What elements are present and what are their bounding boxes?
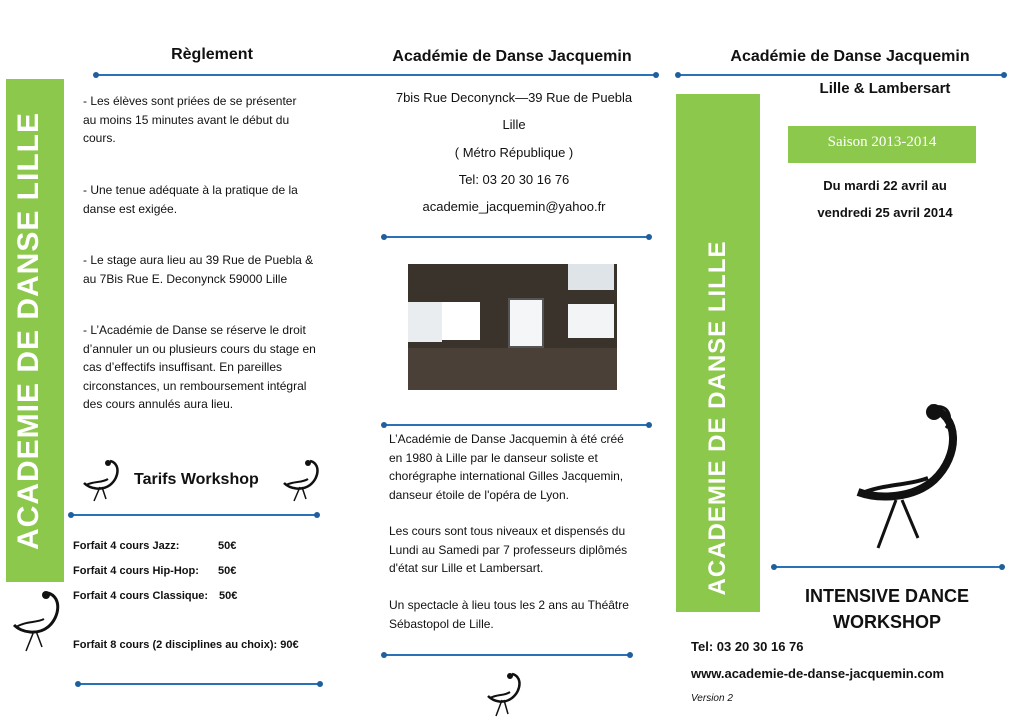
website-link[interactable]: www.academie-de-danse-jacquemin.com — [691, 666, 945, 681]
dancer-icon — [80, 455, 124, 505]
email-line[interactable]: academie_jacquemin@yahoo.fr — [422, 199, 606, 214]
metro-line: ( Métro République ) — [454, 145, 574, 160]
tarif-hiphop-price: 50€ — [218, 565, 237, 577]
dancer-logo — [836, 398, 962, 556]
divider — [774, 566, 1002, 568]
tarif-hiphop-label: Forfait 4 cours Hip-Hop: — [73, 565, 199, 577]
about-paragraph-3: Un spectacle à lieu tous les 2 ans au Théâtre Sébastopol de Lille. — [389, 598, 629, 631]
right-phone: Tel: 03 20 30 16 76 — [691, 639, 804, 654]
divider — [96, 74, 656, 76]
tarif-8-cours: Forfait 8 cours (2 disciplines au choix): 90€ — [73, 639, 299, 651]
divider — [384, 654, 630, 656]
workshop-title-2: WORKSHOP — [833, 612, 941, 632]
rules-heading: Règlement — [171, 46, 253, 63]
rule-1: - Les élèves sont priées de se présenter au moins 15 minutes avant le début du cours. — [83, 94, 297, 145]
tarif-jazz-price: 50€ — [218, 540, 237, 552]
dates-line-2: vendredi 25 avril 2014 — [817, 205, 953, 220]
vertical-title-left: ACADEMIE DE DANSE LILLE — [12, 111, 45, 551]
right-subheading: Lille & Lambersart — [819, 80, 951, 97]
divider — [678, 74, 1004, 76]
dancer-icon — [8, 585, 62, 657]
divider — [384, 424, 649, 426]
building-photo — [408, 264, 617, 390]
tarifs-title: Tarifs Workshop — [134, 471, 259, 488]
tarif-jazz-label: Forfait 4 cours Jazz: — [73, 540, 180, 552]
dancer-icon — [280, 455, 324, 505]
dates-line-1: Du mardi 22 avril au — [823, 178, 947, 193]
phone-line: Tel: 03 20 30 16 76 — [458, 172, 570, 187]
divider — [78, 683, 320, 685]
rule-4: - L’Académie de Danse se réserve le droit d’annuler un ou plusieurs cours du stage en cas d’effectifs insuffisant. En pareilles circonstances, un remboursement intégral des cours annulés aura lieu. — [83, 323, 316, 411]
middle-heading: Académie de Danse Jacquemin — [392, 48, 632, 65]
vertical-title-right: ACADEMIE DE DANSE LILLE — [704, 240, 731, 596]
address-line: 7bis Rue Deconynck—39 Rue de Puebla — [395, 90, 633, 105]
tarif-classique-price: 50€ — [219, 590, 238, 602]
version-label: Version 2 — [691, 693, 733, 704]
divider — [71, 514, 317, 516]
season-badge: Saison 2013-2014 — [788, 126, 976, 163]
about-paragraph-1: L’Académie de Danse Jacquemin à été créé en 1980 à Lille par le danseur soliste et chorégraphe international Gilles Jacquemin, danseur étoile de l'opéra de Lyon. — [389, 432, 624, 502]
city-line: Lille — [502, 117, 526, 132]
right-heading: Académie de Danse Jacquemin — [730, 48, 970, 65]
workshop-title-1: INTENSIVE DANCE — [804, 586, 970, 606]
divider — [384, 236, 649, 238]
rule-2: - Une tenue adéquate à la pratique de la danse est exigée. — [83, 183, 298, 216]
about-paragraph-2: Les cours sont tous niveaux et dispensés du Lundi au Samedi par 7 professeurs diplômés d'état sur Lille et Lambersart. — [389, 524, 628, 575]
tarif-classique-label: Forfait 4 cours Classique: — [73, 590, 209, 602]
dancer-icon — [484, 668, 524, 720]
rule-3: - Le stage aura lieu au 39 Rue de Puebla & au 7Bis Rue E. Deconynck 59000 Lille — [83, 253, 314, 286]
